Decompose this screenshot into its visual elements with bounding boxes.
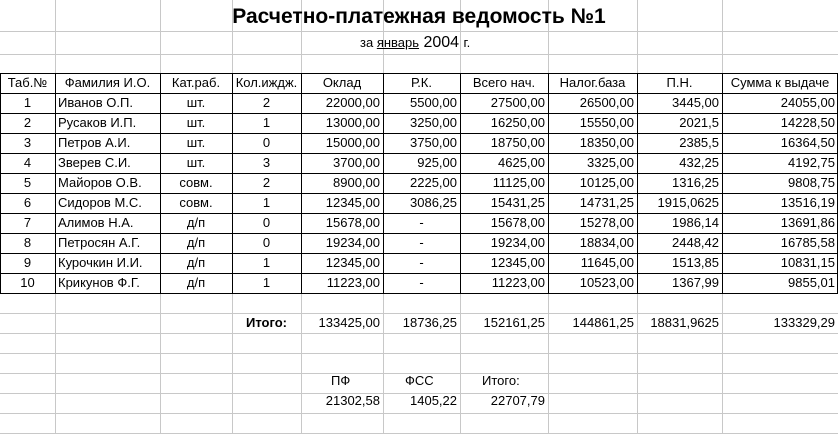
header-col-tab-no[interactable]: Таб.№ (7, 75, 48, 90)
row-2-col-payout[interactable]: 14228,50 (780, 115, 835, 130)
funds-total-label[interactable]: Итого: (482, 373, 520, 388)
row-1-col-tax-base[interactable]: 26500,00 (579, 95, 634, 110)
row-4-col-tax-base[interactable]: 3325,00 (587, 155, 634, 170)
row-3-col-name[interactable]: Петров А.И. (58, 135, 131, 150)
row-5-col-tax-base[interactable]: 10125,00 (579, 175, 634, 190)
row-9-col-rk[interactable]: - (419, 255, 424, 270)
row-9-col-name[interactable]: Курочкин И.И. (58, 255, 143, 270)
row-6-col-salary[interactable]: 12345,00 (325, 195, 380, 210)
row-7-col-dependents[interactable]: 0 (262, 215, 271, 230)
header-col-name[interactable]: Фамилия И.О. (64, 75, 151, 90)
header-col-dependents[interactable]: Кол.иждж. (235, 75, 298, 90)
row-6-col-dependents[interactable]: 1 (262, 195, 271, 210)
row-7-col-tax-base[interactable]: 15278,00 (579, 215, 634, 230)
row-7-col-income-tax[interactable]: 1986,14 (672, 215, 719, 230)
row-4-col-dependents[interactable]: 3 (262, 155, 271, 170)
row-8-col-payout[interactable]: 16785,58 (780, 235, 835, 250)
row-10-col-total-accrued[interactable]: 11223,00 (491, 275, 545, 290)
row-1-col-tab-no[interactable]: 1 (23, 95, 32, 110)
row-3-col-income-tax[interactable]: 2385,5 (679, 135, 719, 150)
header-col-tax-base[interactable]: Налог.база (559, 75, 626, 90)
row-4-col-rk[interactable]: 925,00 (417, 155, 457, 170)
row-1-col-dependents[interactable]: 2 (262, 95, 271, 110)
row-4-col-total-accrued[interactable]: 4625,00 (498, 155, 545, 170)
row-10-col-payout[interactable]: 9855,01 (788, 275, 835, 290)
gridline-h (0, 353, 838, 354)
header-col-rk[interactable]: Р.К. (410, 75, 432, 90)
row-7-col-payout[interactable]: 13691,86 (780, 215, 835, 230)
row-6-col-total-accrued[interactable]: 15431,25 (490, 195, 545, 210)
row-3-col-total-accrued[interactable]: 18750,00 (490, 135, 545, 150)
header-col-salary[interactable]: Оклад (322, 75, 362, 90)
row-9-col-tax-base[interactable]: 11645,00 (580, 255, 634, 270)
row-10-col-rk[interactable]: - (419, 275, 424, 290)
row-9-col-total-accrued[interactable]: 12345,00 (490, 255, 545, 270)
row-10-col-category[interactable]: д/п (186, 275, 206, 290)
row-9-col-dependents[interactable]: 1 (262, 255, 271, 270)
row-5-col-income-tax[interactable]: 1316,25 (672, 175, 719, 190)
row-6-col-category[interactable]: совм. (179, 195, 213, 210)
row-8-col-dependents[interactable]: 0 (262, 235, 271, 250)
row-8-col-tab-no[interactable]: 8 (23, 235, 32, 250)
row-7-col-total-accrued[interactable]: 15678,00 (490, 215, 545, 230)
row-3-col-tax-base[interactable]: 18350,00 (579, 135, 634, 150)
row-10-col-income-tax[interactable]: 1367,99 (672, 275, 719, 290)
pf-value[interactable]: 21302,58 (325, 393, 380, 408)
row-9-col-category[interactable]: д/п (186, 255, 206, 270)
row-8-col-rk[interactable]: - (419, 235, 424, 250)
funds-total-value[interactable]: 22707,79 (490, 393, 545, 408)
row-8-col-salary[interactable]: 19234,00 (325, 235, 380, 250)
row-3-col-dependents[interactable]: 0 (262, 135, 271, 150)
sheet-title: Расчетно-платежная ведомость №1 (232, 5, 606, 28)
row-4-col-income-tax[interactable]: 432,25 (679, 155, 719, 170)
row-9-col-payout[interactable]: 10831,15 (780, 255, 835, 270)
row-9-col-tab-no[interactable]: 9 (23, 255, 32, 270)
fss-value[interactable]: 1405,22 (410, 393, 457, 408)
row-4-col-tab-no[interactable]: 4 (23, 155, 32, 170)
row-2-col-salary[interactable]: 13000,00 (325, 115, 380, 130)
row-3-col-rk[interactable]: 3750,00 (410, 135, 457, 150)
totals-col-salary[interactable]: 133425,00 (318, 315, 380, 330)
header-col-category[interactable]: Кат.раб. (171, 75, 221, 90)
row-8-col-category[interactable]: д/п (186, 235, 206, 250)
row-2-col-name[interactable]: Русаков И.П. (58, 115, 137, 130)
header-col-total-accrued[interactable]: Всего нач. (472, 75, 536, 90)
row-3-col-salary[interactable]: 15000,00 (325, 135, 380, 150)
row-8-col-income-tax[interactable]: 2448,42 (672, 235, 719, 250)
pf-label[interactable]: ПФ (331, 373, 351, 388)
row-1-col-name[interactable]: Иванов О.П. (58, 95, 133, 110)
row-9-col-income-tax[interactable]: 1513,85 (672, 255, 719, 270)
row-1-col-income-tax[interactable]: 3445,00 (672, 95, 719, 110)
row-7-col-rk[interactable]: - (419, 215, 424, 230)
row-1-col-salary[interactable]: 22000,00 (325, 95, 380, 110)
row-10-col-name[interactable]: Крикунов Ф.Г. (58, 275, 140, 290)
row-2-col-category[interactable]: шт. (186, 115, 206, 130)
row-2-col-tab-no[interactable]: 2 (23, 115, 32, 130)
row-6-col-rk[interactable]: 3086,25 (410, 195, 457, 210)
row-2-col-tax-base[interactable]: 15550,00 (579, 115, 634, 130)
row-2-col-rk[interactable]: 3250,00 (410, 115, 457, 130)
fss-label[interactable]: ФСС (405, 373, 434, 388)
row-4-col-payout[interactable]: 4192,75 (788, 155, 835, 170)
row-7-col-name[interactable]: Алимов Н.А. (58, 215, 134, 230)
header-col-income-tax[interactable]: П.Н. (666, 75, 693, 90)
row-1-col-payout[interactable]: 24055,00 (780, 95, 835, 110)
row-6-col-tax-base[interactable]: 14731,25 (579, 195, 634, 210)
totals-label[interactable]: Итого: (246, 315, 287, 330)
row-5-col-total-accrued[interactable]: 11125,00 (492, 175, 545, 190)
row-5-col-salary[interactable]: 8900,00 (333, 175, 380, 190)
period-suffix: г. (463, 35, 471, 50)
row-1-col-total-accrued[interactable]: 27500,00 (490, 95, 545, 110)
row-6-col-income-tax[interactable]: 1915,0625 (657, 195, 719, 210)
totals-col-rk[interactable]: 18736,25 (402, 315, 457, 330)
row-1-col-category[interactable]: шт. (186, 95, 206, 110)
row-9-col-salary[interactable]: 12345,00 (325, 255, 380, 270)
row-4-col-category[interactable]: шт. (186, 155, 206, 170)
row-5-col-payout[interactable]: 9808,75 (788, 175, 835, 190)
row-5-col-category[interactable]: совм. (179, 175, 213, 190)
row-3-col-category[interactable]: шт. (186, 135, 206, 150)
row-7-col-category[interactable]: д/п (186, 215, 206, 230)
gridline-h (0, 54, 838, 55)
period-line (360, 32, 470, 54)
row-7-col-tab-no[interactable]: 7 (23, 215, 32, 230)
row-5-col-name[interactable]: Майоров О.В. (58, 175, 142, 190)
row-5-col-tab-no[interactable]: 5 (23, 175, 32, 190)
gridline-h (0, 333, 838, 334)
totals-col-total-accrued[interactable]: 152161,25 (483, 315, 545, 330)
gridline-h (0, 413, 838, 414)
row-10-col-tax-base[interactable]: 10523,00 (579, 275, 634, 290)
period-month: январь (376, 35, 420, 50)
row-6-col-payout[interactable]: 13516,19 (780, 195, 835, 210)
row-3-col-payout[interactable]: 16364,50 (780, 135, 835, 150)
row-6-col-name[interactable]: Сидоров М.С. (58, 195, 142, 210)
table-border-h (0, 293, 838, 294)
row-4-col-salary[interactable]: 3700,00 (333, 155, 380, 170)
row-2-col-income-tax[interactable]: 2021,5 (679, 115, 719, 130)
period-year: 2004 (419, 34, 464, 51)
period-prefix: за (360, 35, 377, 50)
header-col-payout[interactable]: Сумма к выдаче (730, 75, 830, 90)
row-3-col-tab-no[interactable]: 3 (23, 135, 32, 150)
row-8-col-total-accrued[interactable]: 19234,00 (490, 235, 545, 250)
row-4-col-name[interactable]: Зверев С.И. (58, 155, 131, 170)
row-10-col-tab-no[interactable]: 10 (20, 275, 35, 290)
row-2-col-total-accrued[interactable]: 16250,00 (490, 115, 545, 130)
row-2-col-dependents[interactable]: 1 (262, 115, 271, 130)
row-6-col-tab-no[interactable]: 6 (23, 195, 32, 210)
row-1-col-rk[interactable]: 5500,00 (410, 95, 457, 110)
row-10-col-salary[interactable]: 11223,00 (326, 275, 380, 290)
row-8-col-name[interactable]: Петросян А.Г. (58, 235, 141, 250)
totals-col-income-tax[interactable]: 18831,9625 (650, 315, 719, 330)
row-5-col-dependents[interactable]: 2 (262, 175, 271, 190)
row-8-col-tax-base[interactable]: 18834,00 (579, 235, 634, 250)
row-10-col-dependents[interactable]: 1 (262, 275, 271, 290)
totals-col-payout[interactable]: 133329,29 (773, 315, 835, 330)
row-7-col-salary[interactable]: 15678,00 (325, 215, 380, 230)
row-5-col-rk[interactable]: 2225,00 (410, 175, 457, 190)
totals-col-tax-base[interactable]: 144861,25 (572, 315, 634, 330)
